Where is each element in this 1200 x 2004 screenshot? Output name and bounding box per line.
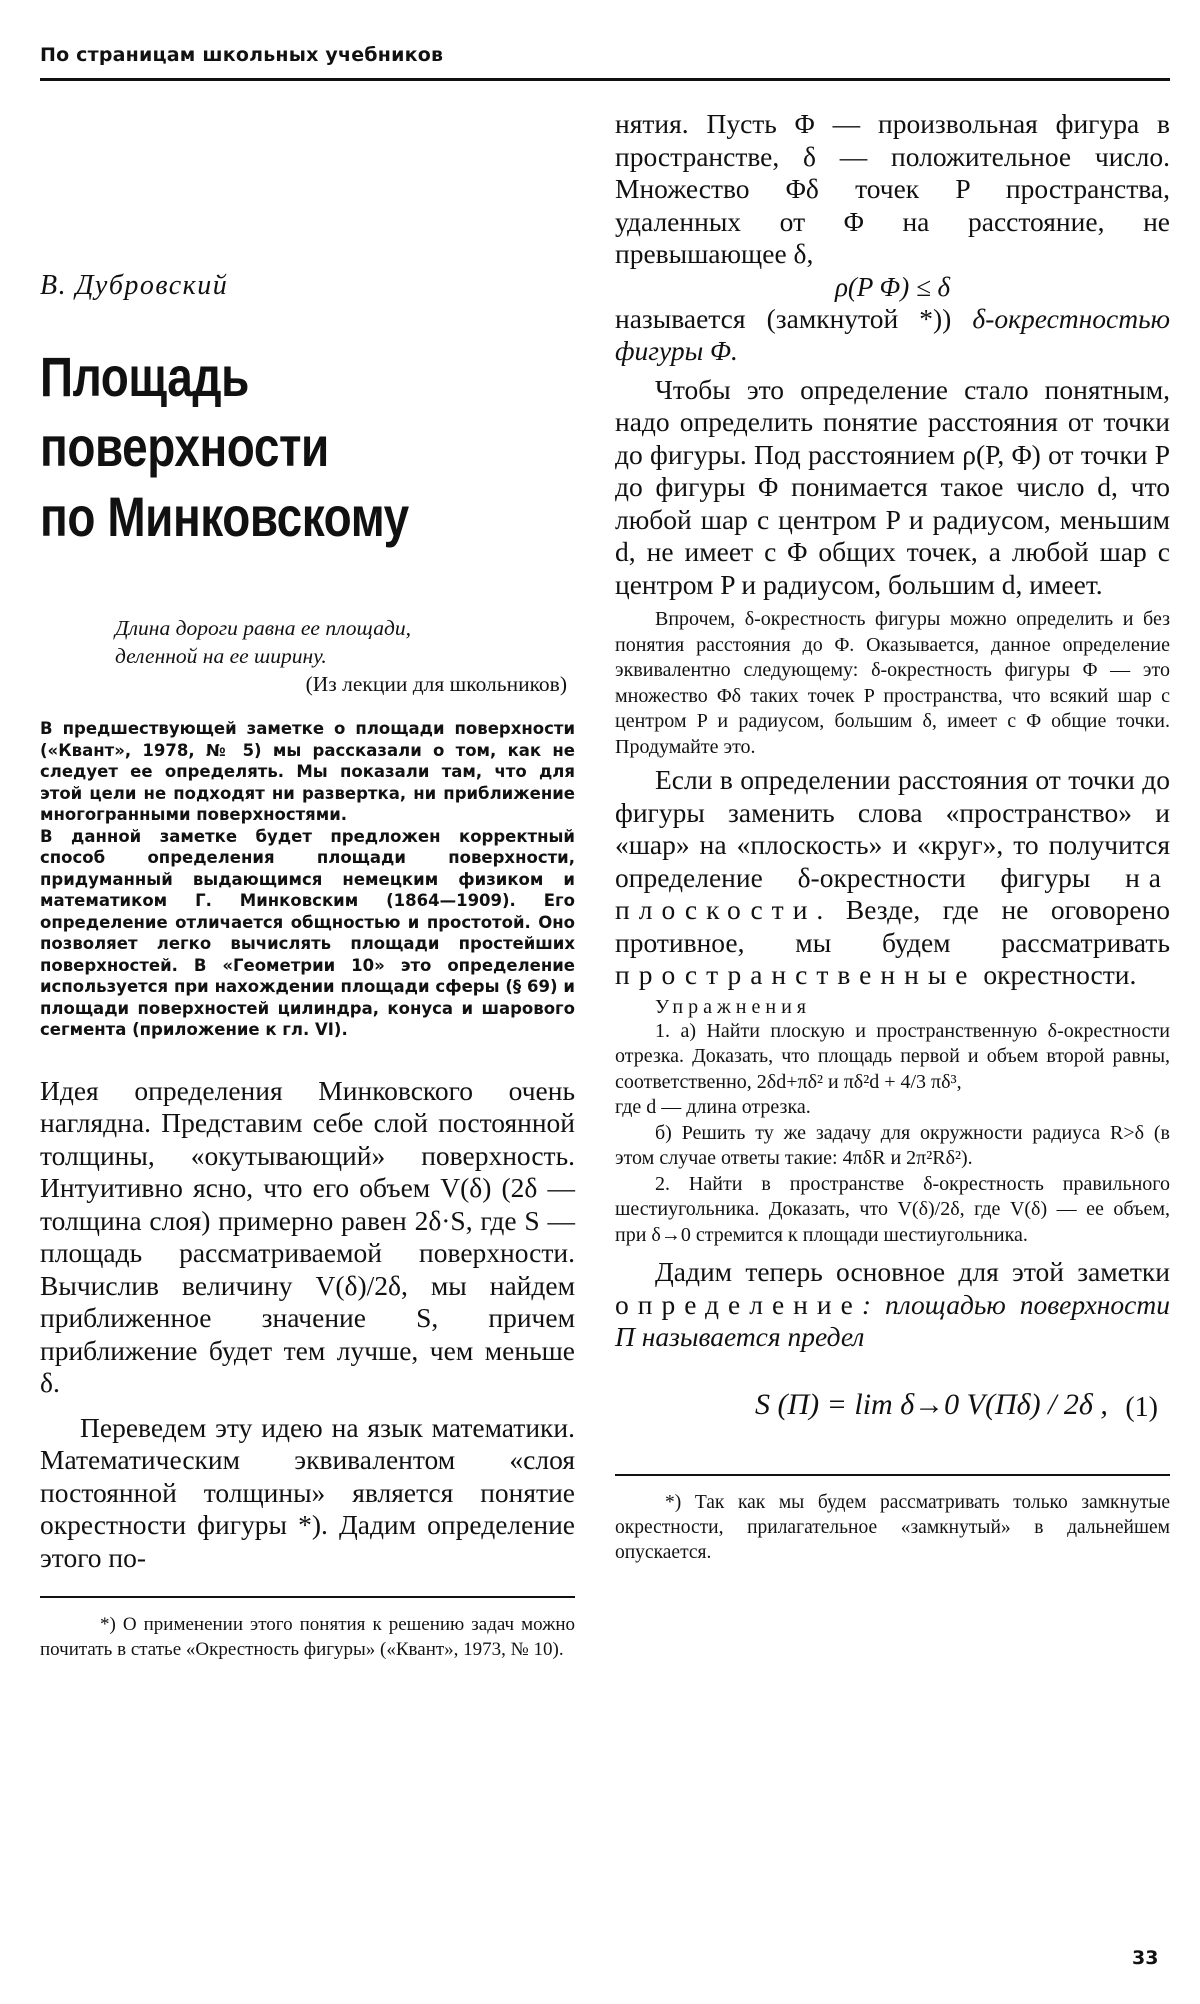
abstract-paragraph-2: В данной заметке будет предложен корректный способ определения площади поверхности, придуманный выдающимся немецким физиком и математиком Г. Минковским (1864—1909). Его определение отличается общностью и простотой. Оно позволяет легко вычислять площади простейших поверхностей. В «Геометрии 10» это определение используется при нахождении площади сферы (§ 69) и площади поверхностей цилиндра, конуса и шарового сегмента (приложение к гл. VI). [40, 826, 575, 1039]
right-paragraph-5 [615, 1256, 1170, 1354]
main-formula-number: (1) [1125, 1391, 1158, 1423]
body-paragraph-2: Переведем эту идею на язык математики. Математическим эквивалентом «слоя постоянной толщины» является понятие окрестности фигуры *). Дадим определение этого по- [40, 1411, 575, 1573]
main-formula-expression: S (Π) = lim δ→0 V(Πδ) / 2δ , [755, 1387, 1108, 1421]
article-title [40, 342, 479, 552]
left-footnote: *) О применении этого понятия к решению задач можно почитать в статье «Окрестность фигуры» («Квант», 1973, № 10). [40, 1614, 575, 1660]
p5-text-a: Дадим теперь основное для этой заметки [655, 1256, 1170, 1287]
p5-spaced-definition: определение [615, 1288, 862, 1320]
right-paragraph-1: нятия. Пусть Φ — произвольная фигура в пространстве, δ — положительное число. Множество Φδ точек P пространства, удаленных от Φ на расстояние, не превышающее δ, [615, 108, 1170, 269]
abstract [40, 718, 575, 1041]
exercise-1a-tail: где d — длина отрезка. [615, 1096, 811, 1118]
right-paragraph-3: Чтобы это определение стало понятным, надо определить понятие расстояния от точки до фигуры. Под расстоянием ρ(P, Φ) от точки P до фигуры Φ понимается такое число d, что любой шар с центром P и радиусом, меньшим d, не имеет с Φ общих точек, а любой шар с центром P и радиусом, большим d, имеет. [615, 373, 1170, 600]
epigraph-source: (Из лекции для школьников) [305, 672, 567, 696]
right-footnote-rule [615, 1474, 1170, 1476]
body-paragraph-1: Идея определения Минковского очень наглядна. Представим себе слой постоянной толщины, «окутывающий» поверхность. Интуитивно ясно, что его объем V(δ) (2δ — толщина слоя) примерно равен 2δ·S, где S — площадь рассматриваемой поверхности. Вычислив величину V(δ)/2δ, мы найдем приближенное значение S, причем приближение будет тем лучше, чем меньше δ. [40, 1074, 575, 1398]
right-body-2 [615, 764, 1170, 992]
right-body [615, 108, 1170, 601]
exercise-1b: б) Решить ту же задачу для окружности радиуса R>δ (в этом случае ответы такие: 4πδR и 2π²Rδ²). [615, 1121, 1170, 1169]
section-header: По страницам школьных учебников [40, 44, 444, 66]
abstract-paragraph-1: В предшествующей заметке о площади поверхности («Квант», 1978, № 5) мы рассказали о том, как не следует ее определять. Мы показали там, что для этой цели не подходят ни развертка, ни приближение многогранными поверхностями. [40, 719, 575, 824]
epigraph [115, 614, 575, 698]
p4-spaced-plane: на плоскости [615, 861, 1170, 925]
rho-formula: ρ(P Φ) ≤ δ [834, 271, 951, 302]
right-footnote: *) Так как мы будем рассматривать только замкнутые окрестности, прилагательное «замкнутый» в дальнейшем опускается. [615, 1491, 1170, 1563]
main-formula [615, 1368, 1170, 1452]
header-rule [40, 78, 1170, 81]
right-paragraph-2-text: называется (замкнутой *)) [615, 302, 973, 334]
exercise-1a: 1. а) Найти плоскую и пространственную δ-окрестности отрезка. Доказать, что площадь первой и объем второй равны, соответственно, 2δd+πδ² и πδ²d + 4/3 πδ³, [615, 1019, 1170, 1093]
remark-small: Впрочем, δ-окрестность фигуры можно определить и без понятия расстояния до Φ. Оказывается, данное определение эквивалентно следующему: δ-окрестность фигуры Φ — это множество Φδ таких точек P пространства, что всякий шар с центром P и радиусом, большим δ, имеет с Φ общие точки. Продумайте это. [615, 608, 1170, 758]
right-paragraph-2 [615, 303, 1170, 368]
p4-text-a: Если в определении расстояния от точки до фигуры заменить слова «пространство» и «шар» на «плоскость» и «круг», то получится определение δ-окрестности фигуры [615, 764, 1170, 893]
page-number: 33 [1132, 1947, 1159, 1969]
author: В. Дубровский [40, 270, 229, 301]
footnote-rule [40, 1596, 575, 1598]
left-column [40, 100, 575, 1662]
epigraph-line-1: Длина дороги равна ее площади, [115, 616, 411, 640]
p5-text-c: : площадью поверхности Π называется предел [615, 1288, 1170, 1352]
p4-text-e: окрестности. [976, 959, 1137, 990]
exercise-2: 2. Найти в пространстве δ-окрестность правильного шестиугольника. Доказать, что V(δ)/2δ, где V(δ) — ее объем, при δ→0 стремится к площади шестиугольника. [615, 1172, 1170, 1246]
right-body-3 [615, 1256, 1170, 1354]
right-paragraph-4 [615, 764, 1170, 992]
title-line-3: по Минковскому [40, 485, 409, 548]
right-column [615, 108, 1170, 1565]
p4-spaced-spatial: пространственные [615, 959, 977, 990]
p4-text-c: . Везде, где не оговорено противное, мы будем рассматривать [615, 894, 1170, 958]
title-line-2: поверхности [40, 415, 329, 478]
title-line-1: Площадь [40, 345, 249, 408]
epigraph-line-2: деленной на ее ширину. [115, 644, 327, 668]
exercises-heading: Упражнения [655, 995, 811, 1018]
left-body [40, 1075, 575, 1575]
delta-neighborhood-term: δ-окрестностью фигуры Φ. [615, 302, 1170, 366]
